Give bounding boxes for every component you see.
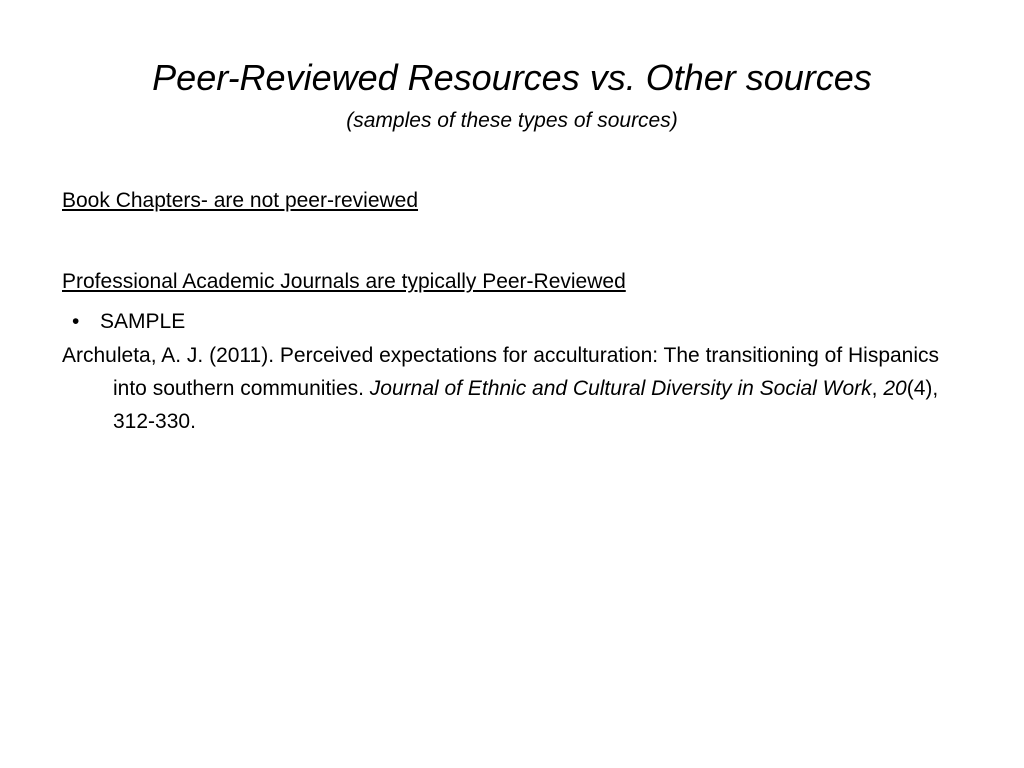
- bullet-text: SAMPLE: [100, 310, 186, 333]
- citation: [62, 339, 962, 438]
- citation-volume: 20: [883, 377, 907, 400]
- citation-separator: ,: [871, 377, 884, 400]
- title-block: [40, 52, 984, 138]
- citation-journal: Journal of Ethnic and Cultural Diversity in Social Work: [369, 377, 872, 400]
- bullet-glyph: •: [72, 310, 80, 333]
- citation-authors-title: Archuleta, A. J. (2011). Perceived expectations for acculturation: The transitioning of Hispanics into southern communities.: [62, 344, 940, 400]
- bullet-item: [62, 305, 962, 339]
- citation-issue-pages: (4), 312-330.: [113, 377, 939, 433]
- slide-title: Peer-Reviewed Resources vs. Other sources: [152, 57, 872, 98]
- slide-subtitle: (samples of these types of sources): [346, 109, 678, 132]
- journals-heading: Professional Academic Journals are typically Peer-Reviewed: [62, 270, 626, 293]
- slide-body: [62, 184, 962, 438]
- book-chapters-heading: Book Chapters- are not peer-reviewed: [62, 189, 419, 212]
